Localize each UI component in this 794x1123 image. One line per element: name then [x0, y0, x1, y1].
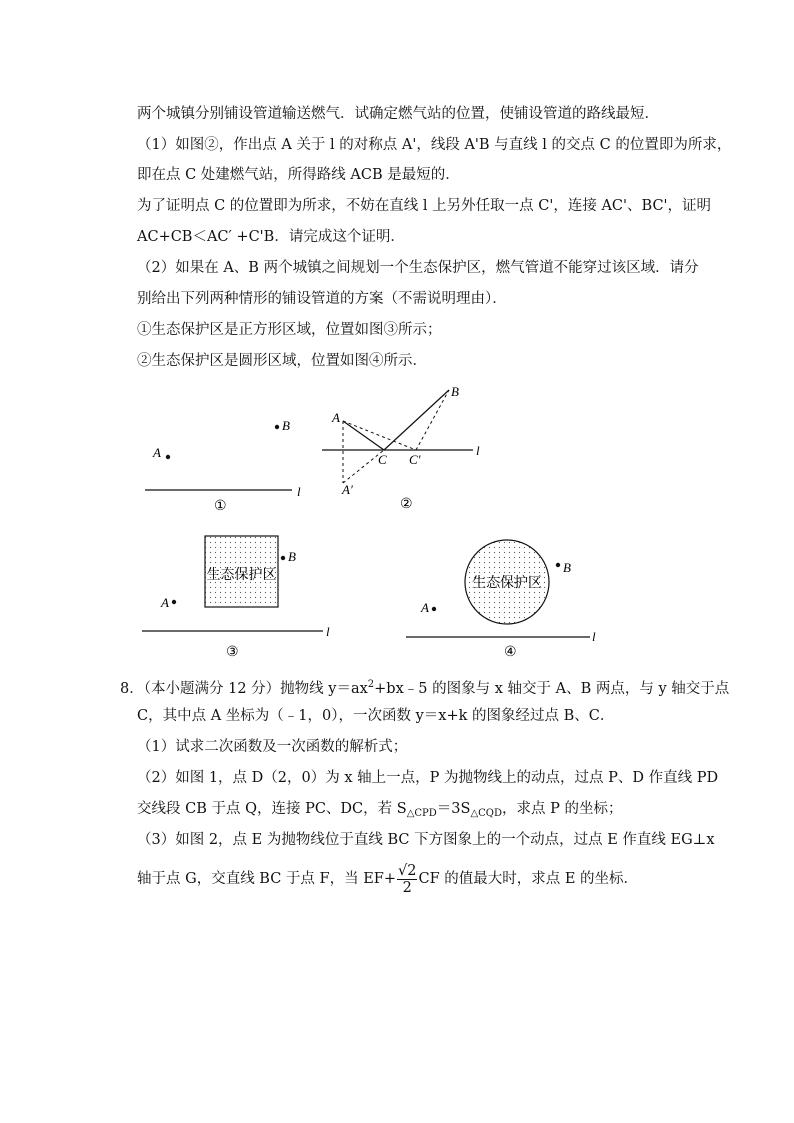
q3-text-pre: 轴于点 G，交直线 BC 于点 F，当 EF+ — [137, 871, 397, 887]
question-2-line-2 — [137, 799, 623, 824]
paragraph-6: （2）如果在 A、B 两个城镇之间规划一个生态保护区，燃气管道不能穿过该区域．请分 — [137, 260, 699, 276]
q2-text-pre: 交线段 CB 于点 Q，连接 PC、DC，若 S — [137, 801, 407, 817]
paragraph-7: 别给出下列两种情形的铺设管道的方案（不需说明理由）． — [137, 291, 507, 307]
point-a-label: A — [332, 410, 340, 425]
figure-1-caption: ① — [214, 499, 227, 514]
paragraph-8: ①生态保护区是正方形区域，位置如图③所示； — [137, 322, 442, 338]
stem-part-a: 抛物线 y＝ax — [280, 681, 368, 697]
area-subscript-cpd: △CPD — [406, 808, 437, 819]
point-a-dot — [166, 455, 170, 459]
segment-c-prime-b — [416, 390, 449, 450]
area-subscript-cqd: △CQD — [470, 808, 503, 819]
question-1: （1）试求二次函数及一次函数的解析式； — [137, 739, 408, 755]
point-c-prime-label: C′ — [409, 452, 421, 467]
point-a-prime-label: A′ — [342, 482, 353, 497]
point-a-dot — [432, 607, 436, 611]
line-l-label: l — [592, 629, 596, 644]
stem-part-b: +bx﹣5 的图象与 x 轴交于 A、B 两点，与 y 轴交于点 — [374, 681, 730, 697]
fraction-numerator: √2 — [398, 862, 417, 879]
figure-3-caption: ③ — [226, 645, 239, 660]
paragraph-9: ②生态保护区是圆形区域，位置如图④所示． — [137, 353, 427, 369]
segment-ac — [343, 421, 384, 450]
square-reserve-label: 生态保护区 — [206, 568, 277, 583]
point-a-label: A — [153, 445, 161, 460]
q2-text-post: ，求点 P 的坐标； — [502, 801, 623, 817]
paragraph-5: AC+CB＜AC′ +C'B．请完成这个证明． — [137, 229, 405, 245]
figure-4 — [402, 530, 607, 662]
fraction-sqrt2-over-2 — [397, 863, 417, 896]
point-a-label: A — [161, 595, 169, 610]
line-l-label: l — [476, 443, 480, 458]
circle-reserve-label: 生态保护区 — [472, 576, 542, 591]
figure-4-caption: ④ — [504, 645, 517, 660]
problem-number: 8． — [120, 681, 144, 697]
paragraph-4: 为了证明点 C 的位置即为所求，不妨在直线 l 上另外任取一点 C'，连接 AC'、BC'，证明 — [137, 198, 712, 214]
point-a-label: A — [421, 600, 429, 615]
q2-text-mid: ＝3S — [436, 801, 471, 817]
figure-2-caption: ② — [400, 497, 413, 512]
point-b-label: B — [451, 384, 459, 399]
figure-1 — [140, 410, 310, 515]
point-b-label: B — [563, 560, 571, 575]
question-3-line-2 — [137, 862, 638, 896]
stem-exponent: 2 — [367, 679, 375, 690]
paragraph-1: 两个城镇分别铺设管道输送燃气．试确定燃气站的位置，使铺设管道的路线最短． — [137, 106, 659, 122]
point-c-label: C — [378, 452, 387, 467]
point-a-dot — [172, 600, 176, 604]
problem-8-line-2: C，其中点 A 坐标为（﹣1，0），一次函数 y＝x+k 的图象经过点 B、C． — [137, 708, 615, 724]
problem-8-line-1 — [120, 675, 729, 699]
point-b-dot — [275, 425, 279, 429]
line-l-label: l — [297, 484, 301, 499]
question-3-line-1: （3）如图 2，点 E 为抛物线位于直线 BC 下方图象上的一个动点，过点 E 作直线 EG⊥x — [137, 832, 715, 848]
figure-2 — [318, 380, 493, 515]
paragraph-3: 即在点 C 处建燃气站，所得路线 ACB 是最短的． — [137, 167, 460, 183]
point-b-dot — [556, 563, 560, 567]
point-b-dot — [281, 556, 285, 560]
figure-3 — [138, 530, 338, 662]
paragraph-2: （1）如图②，作出点 A 关于 l 的对称点 A'，线段 A'B 与直线 l 的交点 C 的位置即为所求， — [137, 137, 732, 153]
q3-text-post: CF 的值最大时，求点 E 的坐标． — [418, 871, 639, 887]
line-l-label: l — [326, 624, 330, 639]
problem-score: （本小题满分 12 分） — [143, 681, 281, 697]
point-b-label: B — [288, 549, 296, 564]
question-2-line-1: （2）如图 1，点 D（2，0）为 x 轴上一点，P 为抛物线上的动点，过点 P、D 作直线 PD — [137, 770, 719, 786]
fraction-denominator: 2 — [402, 879, 412, 896]
segment-ac-prime — [343, 421, 416, 450]
point-b-label: B — [282, 418, 290, 433]
